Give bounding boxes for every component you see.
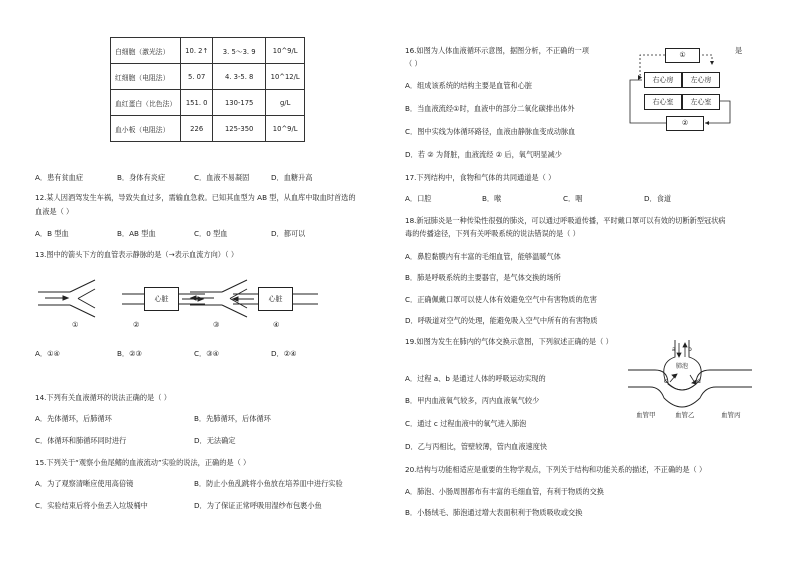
q13-option-b: B．②③ bbox=[117, 349, 143, 358]
q11-option-a: A．患有贫血症 bbox=[35, 173, 84, 182]
q13-option-d: D．②④ bbox=[271, 349, 297, 358]
q18-option-a: A．鼻腔黏膜内有丰富的毛细血管，能够温暖气体 bbox=[405, 252, 561, 261]
q16-right-atrium: 右心房 bbox=[644, 72, 682, 88]
blood-table-cell: 10^9/L bbox=[266, 116, 305, 142]
q14-option-b: B．先肺循环，后体循环 bbox=[194, 414, 271, 423]
q12-option-b: B．AB 型血 bbox=[117, 229, 156, 238]
q16-option-a: A．组成该系统的结构主要是血管和心脏 bbox=[405, 81, 533, 90]
q19-label-vessel-jia: 血管甲 bbox=[636, 411, 656, 419]
blood-table-cell: 10. 2↑ bbox=[181, 38, 213, 64]
q14-option-c: C．体循环和肺循环同时进行 bbox=[35, 436, 127, 445]
blood-table-cell: 3. 5～3. 9 bbox=[213, 38, 266, 64]
q13-stem: 13.图中的箭头下方的血管表示静脉的是（→表示血流方向）（ ） bbox=[35, 250, 239, 259]
q12-option-c: C．0 型血 bbox=[194, 229, 228, 238]
blood-table-cell: 125-350 bbox=[213, 116, 266, 142]
blood-table-cell: 151. 0 bbox=[181, 90, 213, 116]
q16-left-atrium: 左心房 bbox=[682, 72, 720, 88]
q15-option-b: B．防止小鱼乱跳将小鱼放在培养皿中进行实验 bbox=[194, 479, 343, 488]
q20-option-b: B．小肠绒毛、肺泡通过增大表面积利于物质吸收或交换 bbox=[405, 508, 583, 517]
q12-stem: 12.某人因酒驾发生车祸，导致失血过多，需输血急救。已知其血型为 AB 型，从血库中取血时首选的 bbox=[35, 193, 356, 202]
blood-table-cell: 血红蛋白（比色法） bbox=[111, 90, 181, 116]
blood-table-cell: 血小板（电阻法） bbox=[111, 116, 181, 142]
q14-option-d: D．无法确定 bbox=[194, 436, 236, 445]
q16-stem: 16.如图为人体血液循环示意图，据图分析，不正确的一项 bbox=[405, 46, 589, 55]
blood-table-cell: 红细胞（电阻法） bbox=[111, 64, 181, 90]
blood-table-cell: 10^9/L bbox=[266, 38, 305, 64]
q13-option-c: C．③④ bbox=[194, 349, 220, 358]
q13-heart-box-2: 心脏 bbox=[144, 287, 179, 311]
q15-stem: 15.下列关于“观察小鱼尾鳍的血液流动”实验的说法，正确的是（ ） bbox=[35, 458, 251, 467]
q16-box-2: ② bbox=[666, 116, 704, 131]
q18-option-b: B．肺是呼吸系统的主要器官，是气体交换的场所 bbox=[405, 273, 561, 282]
q20-option-a: A．肺泡、小肠周围都布有丰富的毛细血管，有利于物质的交换 bbox=[405, 487, 604, 496]
q15-option-d: D．为了保证正常呼吸用湿纱布包裹小鱼 bbox=[194, 501, 322, 510]
q17-option-c: C．咽 bbox=[563, 194, 583, 203]
q19-label-vessel-bing: 血管丙 bbox=[721, 411, 741, 419]
blood-table-cell: 白细胞（激光法） bbox=[111, 38, 181, 64]
blood-table-cell: 5. 07 bbox=[181, 64, 213, 90]
q19-label-b: b bbox=[688, 346, 692, 353]
blood-table-cell: 4. 3-5. 8 bbox=[213, 64, 266, 90]
q19-option-a: A．过程 a、b 是通过人体的呼吸运动实现的 bbox=[405, 374, 546, 383]
q12-option-d: D．都可以 bbox=[271, 229, 306, 238]
q16-left-ventricle: 左心室 bbox=[682, 94, 720, 110]
q17-option-d: D．食道 bbox=[644, 194, 672, 203]
q15-option-c: C．实验结束后将小鱼丢入垃圾桶中 bbox=[35, 501, 148, 510]
q19-label-alveolus: 肺泡 bbox=[676, 363, 689, 370]
q16-box-1: ① bbox=[665, 48, 700, 63]
q19-option-c: C．通过 c 过程血液中的氧气进入肺泡 bbox=[405, 419, 527, 428]
q13-fig-label-2: ② bbox=[133, 320, 140, 329]
q14-stem: 14.下列有关血液循环的说法正确的是（ ） bbox=[35, 393, 171, 402]
q13-option-a: A．①④ bbox=[35, 349, 60, 358]
q18-option-d: D．呼吸道对空气的处理，能避免吸入空气中所有的有害物质 bbox=[405, 316, 598, 325]
q18-stem-cont: 毒的传播途径，下列有关呼吸系统的说法错误的是（ ） bbox=[405, 229, 580, 238]
blood-table-cell: g/L bbox=[266, 90, 305, 116]
q16-stem-end: 是 bbox=[735, 46, 743, 55]
q13-fig-label-1: ① bbox=[72, 320, 79, 329]
q19-label-c: c bbox=[664, 378, 668, 385]
q19-label-d: d bbox=[697, 378, 701, 385]
q16-option-c: C．图中实线为体循环路径，血液由静脉血变成动脉血 bbox=[405, 127, 576, 136]
q11-option-c: C．血液不易凝固 bbox=[194, 173, 250, 182]
q18-stem: 18.新冠肺炎是一种传染性很强的肺炎，可以通过呼吸道传播，平时戴口罩可以有效的切断新型冠状病 bbox=[405, 216, 726, 225]
q11-option-d: D．血糖升高 bbox=[271, 173, 313, 182]
blood-table-cell: 226 bbox=[181, 116, 213, 142]
q15-option-a: A．为了观察清晰应使用高倍镜 bbox=[35, 479, 134, 488]
q12-option-a: A．B 型血 bbox=[35, 229, 69, 238]
q19-option-b: B．甲内血液氧气较多，丙内血液氧气较少 bbox=[405, 396, 540, 405]
q13-heart-box-4: 心脏 bbox=[258, 287, 293, 311]
q19-stem: 19.如图为发生在肺内的气体交换示意图，下列叙述正确的是（ ） bbox=[405, 337, 613, 346]
q16-right-ventricle: 右心室 bbox=[644, 94, 682, 110]
q19-label-a: a bbox=[672, 346, 676, 353]
q17-option-a: A．口腔 bbox=[405, 194, 432, 203]
q11-option-b: B．身体有炎症 bbox=[117, 173, 166, 182]
q18-option-c: C．正确佩戴口罩可以使人体有效避免空气中有害物质的危害 bbox=[405, 295, 597, 304]
q12-stem-cont: 血液是（ ） bbox=[35, 207, 74, 216]
q16-option-d: D．若 ② 为肾脏，血液流经 ② 后，氧气明显减少 bbox=[405, 150, 562, 159]
q16-option-b: B．当血液流经①时，血液中的部分二氧化碳排出体外 bbox=[405, 104, 575, 113]
q17-option-b: B．喉 bbox=[482, 194, 502, 203]
q16-paren: （ ） bbox=[405, 59, 422, 68]
blood-table-cell: 130-175 bbox=[213, 90, 266, 116]
q19-label-vessel-yi: 血管乙 bbox=[675, 411, 695, 419]
blood-table-cell: 10^12/L bbox=[266, 64, 305, 90]
q13-fig-label-4: ④ bbox=[273, 320, 280, 329]
q14-option-a: A．先体循环，后肺循环 bbox=[35, 414, 112, 423]
q19-option-d: D．乙与丙相比，管壁较薄，管内血液速度快 bbox=[405, 442, 548, 451]
q20-stem: 20.结构与功能相适应是重要的生物学观点，下列关于结构和功能关系的描述，不正确的是（ ） bbox=[405, 465, 707, 474]
q13-fig-label-3: ③ bbox=[213, 320, 220, 329]
q17-stem: 17.下列结构中，食物和气体的共同通道是（ ） bbox=[405, 173, 556, 182]
